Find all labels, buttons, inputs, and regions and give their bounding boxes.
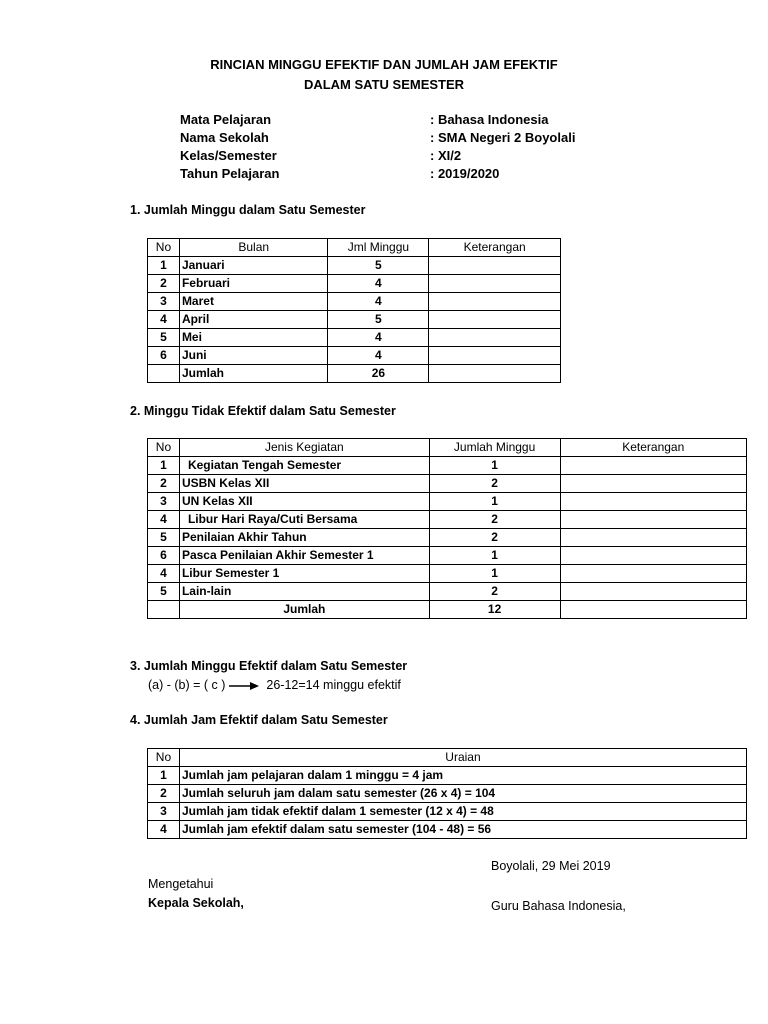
cell-keterangan [429,275,561,293]
cell-no: 4 [148,311,180,329]
section3-heading: 3. Jumlah Minggu Efektif dalam Satu Semester [130,659,408,673]
cell-bulan: April [179,311,328,329]
cell-total-value: 26 [328,365,429,383]
table-row [148,457,747,475]
cell-uraian: Jumlah jam efektif dalam satu semester (104 - 48) = 56 [179,821,746,839]
cell-bulan: Februari [179,275,328,293]
cell-keterangan [560,583,747,601]
table-row [148,803,747,821]
table-row [148,511,747,529]
cell-empty [560,601,747,619]
cell-total-label: Jumlah [179,601,429,619]
table-row [148,785,747,803]
header-no: No [148,749,180,767]
info-label-mata-pelajaran: Mata Pelajaran [180,112,272,127]
table-row [148,293,561,311]
cell-jumlah: 1 [429,565,560,583]
cell-jml: 4 [328,293,429,311]
cell-kegiatan: Libur Semester 1 [179,565,429,583]
cell-no: 4 [148,565,180,583]
cell-keterangan [429,329,561,347]
cell-keterangan [429,311,561,329]
cell-keterangan [560,475,747,493]
document-title-line2: DALAM SATU SEMESTER [303,77,465,92]
cell-jumlah: 1 [429,493,560,511]
formula-right: 26-12=14 minggu efektif [266,678,401,692]
header-jenis-kegiatan: Jenis Kegiatan [179,439,429,457]
table-header-row [148,239,561,257]
cell-jumlah: 2 [429,583,560,601]
cell-no: 3 [148,803,180,821]
section2-heading: 2. Minggu Tidak Efektif dalam Satu Semester [130,404,396,418]
cell-empty [429,365,561,383]
table-row [148,529,747,547]
cell-no: 4 [148,821,180,839]
cell-keterangan [429,293,561,311]
info-value-tahun-pelajaran: : 2019/2020 [430,166,500,181]
cell-no: 2 [148,275,180,293]
table-row [148,821,747,839]
cell-uraian: Jumlah seluruh jam dalam satu semester (26 x 4) = 104 [179,785,746,803]
info-label-tahun-pelajaran: Tahun Pelajaran [180,166,280,181]
header-keterangan: Keterangan [560,439,747,457]
cell-jml: 5 [328,257,429,275]
header-keterangan: Keterangan [429,239,561,257]
header-jumlah-minggu: Jumlah Minggu [429,439,560,457]
cell-uraian: Jumlah jam pelajaran dalam 1 minggu = 4 jam [179,767,746,785]
cell-keterangan [560,547,747,565]
table-jumlah-minggu [147,238,561,383]
cell-jumlah: 1 [429,547,560,565]
cell-no: 2 [148,785,180,803]
cell-bulan: Januari [179,257,328,275]
table-row [148,565,747,583]
cell-jml: 4 [328,347,429,365]
cell-keterangan [560,493,747,511]
document-title-line1: RINCIAN MINGGU EFEKTIF DAN JUMLAH JAM EFEKTIF [210,57,558,72]
table-total-row [148,601,747,619]
table-jam-efektif [147,748,747,839]
cell-no: 1 [148,257,180,275]
cell-keterangan [560,511,747,529]
section4-heading: 4. Jumlah Jam Efektif dalam Satu Semester [130,713,388,727]
cell-no: 1 [148,457,180,475]
cell-bulan: Maret [179,293,328,311]
cell-total-value: 12 [429,601,560,619]
info-value-mata-pelajaran: : Bahasa Indonesia [430,112,549,127]
header-uraian: Uraian [179,749,746,767]
cell-total-label: Jumlah [179,365,328,383]
table-row [148,547,747,565]
cell-jumlah: 2 [429,511,560,529]
cell-keterangan [560,565,747,583]
header-bulan: Bulan [179,239,328,257]
cell-bulan: Mei [179,329,328,347]
cell-no: 3 [148,293,180,311]
table-row [148,275,561,293]
cell-kegiatan: Lain-lain [179,583,429,601]
cell-empty [148,601,180,619]
cell-keterangan [429,257,561,275]
cell-kegiatan: Libur Hari Raya/Cuti Bersama [179,511,429,529]
header-jml-minggu: Jml Minggu [328,239,429,257]
table-total-row [148,365,561,383]
cell-jml: 5 [328,311,429,329]
cell-no: 5 [148,329,180,347]
cell-no: 1 [148,767,180,785]
arrow-right-icon [229,681,259,691]
table-header-row [148,749,747,767]
cell-no: 2 [148,475,180,493]
cell-kegiatan: Penilaian Akhir Tahun [179,529,429,547]
table-row [148,311,561,329]
formula-left: (a) - (b) = ( c ) [148,678,226,692]
guru-label: Guru Bahasa Indonesia, [491,899,626,913]
cell-kegiatan: Pasca Penilaian Akhir Semester 1 [179,547,429,565]
table-minggu-tidak-efektif [147,438,747,619]
cell-kegiatan: Kegiatan Tengah Semester [179,457,429,475]
header-no: No [148,439,180,457]
table-row [148,583,747,601]
mengetahui-label: Mengetahui [148,877,214,891]
cell-kegiatan: UN Kelas XII [179,493,429,511]
section1-heading: 1. Jumlah Minggu dalam Satu Semester [130,203,366,217]
header-no: No [148,239,180,257]
cell-jumlah: 2 [429,475,560,493]
cell-jumlah: 2 [429,529,560,547]
cell-keterangan [560,457,747,475]
cell-jml: 4 [328,329,429,347]
info-value-kelas-semester: : XI/2 [430,148,462,163]
kepala-sekolah-label: Kepala Sekolah, [148,896,244,910]
cell-empty [148,365,180,383]
cell-keterangan [429,347,561,365]
info-label-kelas-semester: Kelas/Semester [180,148,277,163]
cell-no: 6 [148,547,180,565]
table-row [148,767,747,785]
cell-bulan: Juni [179,347,328,365]
table-row [148,329,561,347]
cell-no: 3 [148,493,180,511]
table-header-row [148,439,747,457]
cell-no: 5 [148,583,180,601]
cell-uraian: Jumlah jam tidak efektif dalam 1 semester (12 x 4) = 48 [179,803,746,821]
table-row [148,257,561,275]
table-row [148,475,747,493]
info-value-nama-sekolah: : SMA Negeri 2 Boyolali [430,130,576,145]
cell-no: 4 [148,511,180,529]
cell-jumlah: 1 [429,457,560,475]
formula-line [148,678,401,692]
table-row [148,493,747,511]
table-row [148,347,561,365]
cell-no: 5 [148,529,180,547]
cell-jml: 4 [328,275,429,293]
cell-kegiatan: USBN Kelas XII [179,475,429,493]
place-date: Boyolali, 29 Mei 2019 [491,859,611,873]
cell-keterangan [560,529,747,547]
cell-no: 6 [148,347,180,365]
info-label-nama-sekolah: Nama Sekolah [180,130,269,145]
